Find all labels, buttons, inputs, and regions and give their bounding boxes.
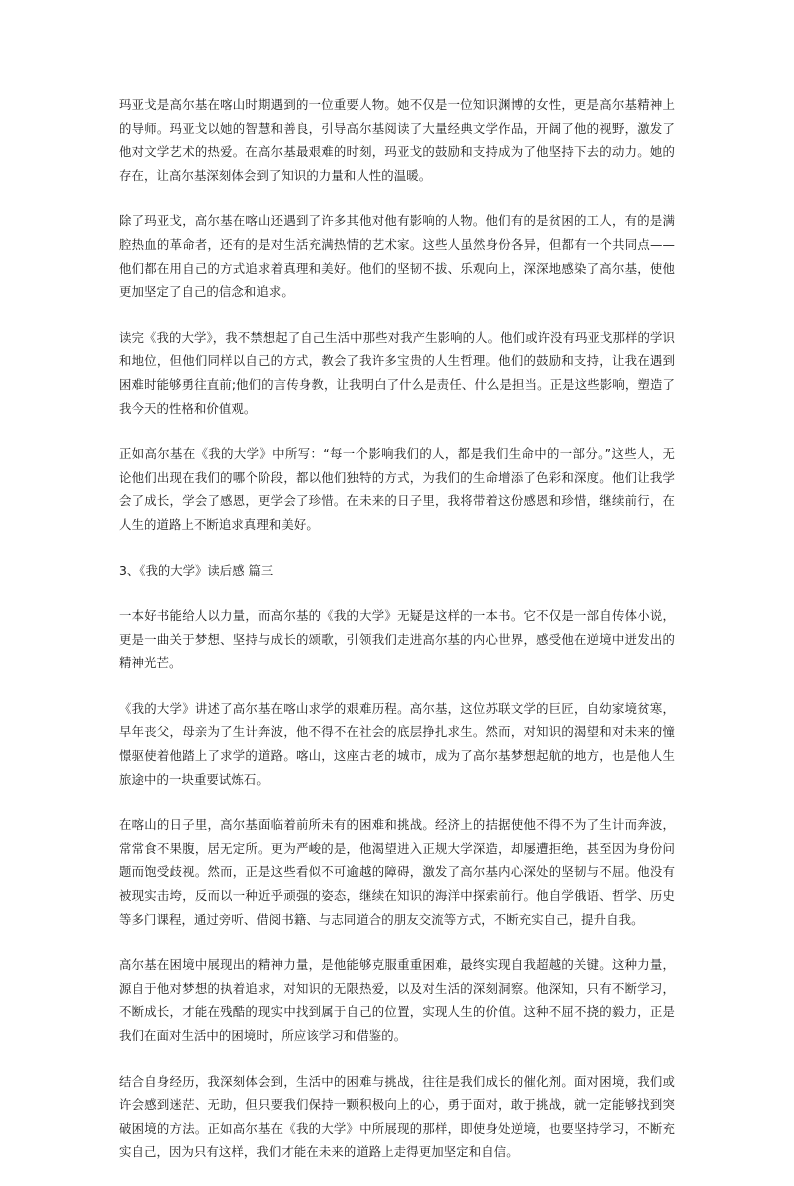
paragraph-3: 读完《我的大学》，我不禁想起了自己生活中那些对我产生影响的人。他们或许没有玛亚戈那样的学识和地位，但他们同样以自己的方式，教会了我许多宝贵的人生哲理。他们的鼓励和支持，让我在遇到困难时能够勇往直前;他们的言传身教，让我明白了什么是责任、什么是担当。正是这些影响，塑造了我今天的性格和价值观。: [119, 329, 675, 416]
paragraph-5: 一本好书能给人以力量，而高尔基的《我的大学》无疑是这样的一本书。它不仅是一部自传体小说，更是一曲关于梦想、坚持与成长的颂歌，引领我们走进高尔基的内心世界，感受他在逆境中迸发出的精神光芒。: [119, 608, 675, 671]
paragraph-1: 玛亚戈是高尔基在喀山时期遇到的一位重要人物。她不仅是一位知识渊博的女性，更是高尔基精神上的导师。玛亚戈以她的智慧和善良，引导高尔基阅读了大量经典文学作品，开阔了他的视野，激发了他对文学艺术的热爱。在高尔基最艰难的时刻，玛亚戈的鼓励和支持成为了他坚持下去的动力。她的存在，让高尔基深刻体会到了知识的力量和人性的温暖。: [119, 97, 675, 183]
document-body: [119, 93, 675, 1186]
section-heading: 3、《我的大学》读后感 篇三: [119, 562, 274, 578]
paragraph-7: 在喀山的日子里，高尔基面临着前所未有的困难和挑战。经济上的拮据使他不得不为了生计而奔波，常常食不果腹，居无定所。更为严峻的是，他渴望进入正规大学深造，却屡遭拒绝，甚至因为身份问题而饱受歧视。然而，正是这些看似不可逾越的障碍，激发了高尔基内心深处的坚韧与不屈。他没有被现实击垮，反而以一种近乎顽强的姿态，继续在知识的海洋中探索前行。他自学俄语、哲学、历史等多门课程，通过旁听、借阅书籍、与志同道合的朋友交流等方式，不断充实自己，提升自我。: [119, 817, 675, 927]
paragraph-8: 高尔基在困境中展现出的精神力量，是他能够克服重重困难，最终实现自我超越的关键。这种力量，源自于他对梦想的执着追求，对知识的无限热爱，以及对生活的深刻洞察。他深知，只有不断学习，不断成长，才能在残酷的现实中找到属于自己的位置，实现人生的价值。这种不屈不挠的毅力，正是我们在面对生活中的困境时，所应该学习和借鉴的。: [119, 957, 675, 1043]
paragraph-9: 结合自身经历，我深刻体会到，生活中的困难与挑战，往往是我们成长的催化剂。面对困境，我们或许会感到迷茫、无助，但只要我们保持一颗积极向上的心，勇于面对，敢于挑战，就一定能够找到突破困境的方法。正如高尔基在《我的大学》中所展现的那样，即使身处逆境，也要坚持学习，不断充实自己，因为只有这样，我们才能在未来的道路上走得更加坚定和自信。: [119, 1073, 675, 1160]
paragraph-6: 《我的大学》讲述了高尔基在喀山求学的艰难历程。高尔基，这位苏联文学的巨匠，自幼家境贫寒，早年丧父，母亲为了生计奔波，他不得不在社会的底层挣扎求生。然而，对知识的渴望和对未来的憧憬驱使着他踏上了求学的道路。喀山，这座古老的城市，成为了高尔基梦想起航的地方，也是他人生旅途中的一块重要试炼石。: [119, 700, 675, 787]
paragraph-4: 正如高尔基在《我的大学》中所写：“每一个影响我们的人，都是我们生命中的一部分。”这些人，无论他们出现在我们的哪个阶段，都以他们独特的方式，为我们的生命增添了色彩和深度。他们让我学会了成长，学会了感恩，更学会了珍惜。在未来的日子里，我将带着这份感恩和珍惜，继续前行，在人生的道路上不断追求真理和美好。: [119, 446, 675, 532]
paragraph-2: 除了玛亚戈，高尔基在喀山还遇到了许多其他对他有影响的人物。他们有的是贫困的工人，有的是满腔热血的革命者，还有的是对生活充满热情的艺术家。这些人虽然身份各异，但都有一个共同点——他们都在用自己的方式追求着真理和美好。他们的坚韧不拔、乐观向上，深深地感染了高尔基，使他更加坚定了自己的信念和追求。: [119, 213, 675, 300]
